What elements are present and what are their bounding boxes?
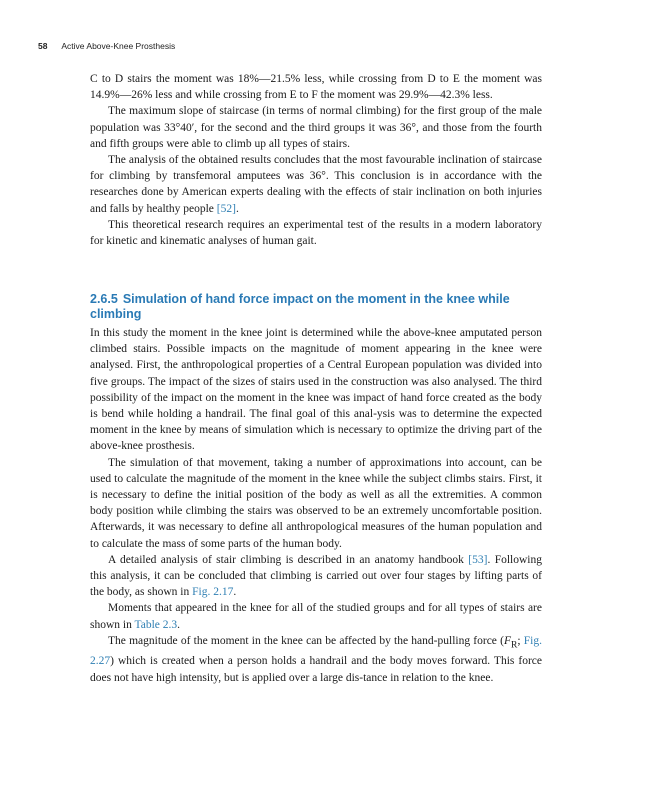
paragraph	[90, 633, 542, 686]
paragraph	[90, 600, 542, 632]
running-header	[38, 41, 175, 51]
paragraph: C to D stairs the moment was 18%—21.5% less, while crossing from D to E the moment was 14.9%—26% less and while crossing from E to F the moment was 29.9%—42.3% less.	[90, 73, 542, 102]
paragraph: The simulation of that movement, taking a number of approximations into account, can be used to calculate the magnitude of the moment in the knee while the subject climbs stairs. First, it is necessary to define the initial position of the body as well as all the extremities. A common body position while climbing the stairs was observed to be an extremely uncomfortable position. Afterwards, it was necessary to define all anthropological measures of the human population and to calculate the mass of some parts of the human body.	[90, 456, 542, 550]
paragraph	[90, 552, 542, 601]
text-run: The magnitude of the moment in the knee can be affected by the hand-pulling force (	[108, 634, 504, 647]
table-link[interactable]: Table 2.3	[134, 618, 178, 631]
text-run: .	[233, 586, 237, 599]
section-title: Simulation of hand force impact on the moment in the knee while climbing	[90, 292, 510, 321]
section-number: 2.6.5	[90, 292, 118, 306]
text-run: . Following this analysis, it can be concluded that climbing is carried out over four stages by lifting parts of the body, as shown in	[90, 553, 542, 599]
paragraph: This theoretical research requires an experimental test of the results in a modern laboratory for kinetic and kinematic analyses of human gait.	[90, 218, 542, 248]
math-subscript: R	[510, 639, 518, 651]
page-number: 58	[38, 41, 48, 51]
section-heading	[90, 292, 542, 322]
running-title: Active Above-Knee Prosthesis	[61, 41, 176, 51]
math-variable: F	[503, 634, 511, 647]
text-run: .	[235, 202, 239, 215]
citation-link[interactable]: [53]	[468, 553, 488, 566]
figure-link[interactable]: Fig. 2.27	[90, 634, 542, 668]
text-block-lower	[90, 325, 542, 686]
text-run: Moments that appeared in the knee for all of the studied groups and for all types of stairs are shown in	[90, 602, 542, 631]
paragraph: The maximum slope of staircase (in terms of normal climbing) for the first group of the male population was 33°40′, for the second and the third groups it was 36°, and those from the fourth and fifth groups were able to climb up all types of stairs.	[90, 105, 542, 150]
text-run: ;	[517, 634, 524, 647]
paragraph	[90, 152, 542, 217]
paragraph: In this study the moment in the knee joint is determined while the above-knee amputated person climbed stairs. Possible impacts on the magnitude of moment appearing in the knee were analysed. First, the anthropological properties of a Central European population was divided into five groups. The impact of the sizes of stairs used in the construction was also analysed. The third possibility of the impact on the moment in the knee was impact of hand force created as the body is bend while holding a handrail. The final goal of this anal-ysis was to determine the expected moment in the knee by means of simulation which is necessary to optimize the driving part of the above-knee prosthesis.	[90, 327, 542, 453]
text-run: .	[177, 618, 181, 631]
text-run: The analysis of the obtained results concludes that the most favourable inclination of staircase for climbing by transfemoral amputees was 36°. This conclusion is in accordance with the researches done by American experts dealing with the effects of stair inclination on both injuries and falls by healthy people	[90, 154, 542, 215]
citation-link[interactable]: [52]	[216, 202, 236, 215]
figure-link[interactable]: Fig. 2.17	[192, 586, 234, 599]
text-run: ) which is created when a person holds a handrail and the body moves forward. This force does not have high intensity, but is applied over a large dis-tance in relation to the knee.	[90, 655, 542, 684]
text-block-upper	[90, 71, 542, 249]
text-run: A detailed analysis of stair climbing is described in an anatomy handbook	[108, 553, 469, 566]
